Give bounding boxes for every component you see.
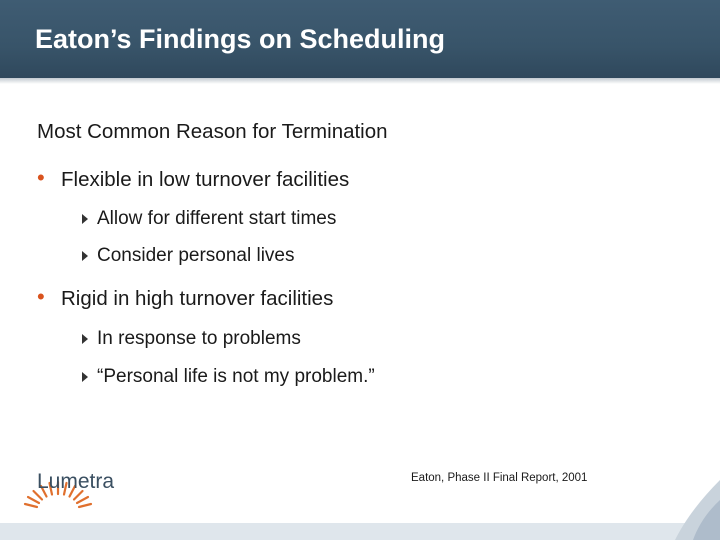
bullet-text: Rigid in high turnover facilities [61, 287, 334, 310]
slide-title: Eaton’s Findings on Scheduling [35, 24, 445, 54]
slide-subtitle: Most Common Reason for Termination [37, 120, 388, 143]
bullet-text: Flexible in low turnover facilities [61, 168, 350, 191]
corner-decoration [615, 440, 720, 540]
round-bullet-icon: • [37, 284, 45, 309]
triangle-bullet-icon [82, 251, 88, 261]
sub-bullet-text: In response to problems [97, 328, 301, 349]
triangle-bullet-icon [82, 372, 88, 382]
triangle-bullet-icon [82, 334, 88, 344]
title-bar [0, 0, 720, 78]
triangle-bullet-icon [82, 214, 88, 224]
sub-bullet-text: Allow for different start times [97, 208, 337, 229]
sub-bullet-text: “Personal life is not my problem.” [97, 366, 375, 387]
round-bullet-icon: • [37, 165, 45, 190]
citation-text: Eaton, Phase II Final Report, 2001 [411, 472, 588, 484]
sub-bullet-text: Consider personal lives [97, 245, 295, 266]
title-bar-shadow [0, 78, 720, 84]
lumetra-logo-text: Lumetra [37, 470, 115, 493]
